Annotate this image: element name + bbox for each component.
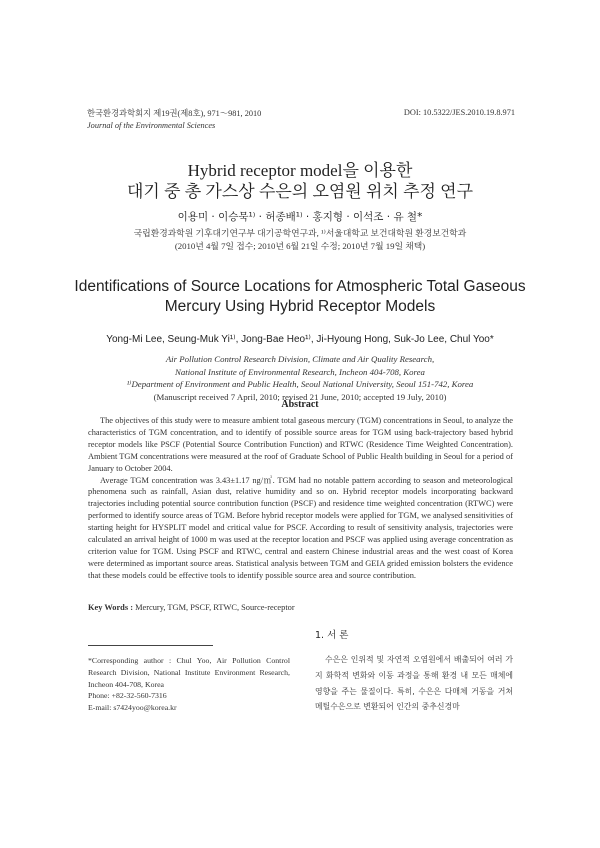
english-affiliation bbox=[0, 353, 600, 403]
korean-affiliation bbox=[0, 227, 600, 252]
korean-dates: (2010년 4월 7일 접수; 2010년 6월 21일 수정; 2010년 7월 19일 채택) bbox=[174, 240, 426, 251]
korean-title-line1: Hybrid receptor model을 이용한 bbox=[187, 161, 413, 180]
doi: DOI: 10.5322/JES.2010.19.8.971 bbox=[403, 108, 515, 117]
corresponding-author-footnote bbox=[88, 655, 290, 714]
abstract-paragraph-1: The objectives of this study were to measure ambient total gaseous mercury (TGM) concentrations in Seoul, to analyze the characteristics of TGM concentration, and to identify of possible source areas for TGM using back-trajectory based hybrid receptor models like PSCF (Potential Source Contribution Function) and RTWC (Residence Time Weighted Concentration). Ambient TGM concentrations were measured at the roof of Graduate School of Public Health building in Seoul for a period of January to October 2004. bbox=[88, 416, 513, 473]
footnote-author: *Corresponding author : Chul Yoo, Air Pollution Control Research Division, National Institute Environment Research, Incheon 404-708, Korea bbox=[88, 656, 290, 689]
keywords-label: Key Words : bbox=[88, 603, 133, 612]
section-heading: 1. 서 론 bbox=[315, 630, 349, 641]
english-title bbox=[0, 277, 600, 317]
manuscript-dates: (Manuscript received 7 April, 2010; revised 21 June, 2010; accepted 19 July, 2010) bbox=[153, 391, 447, 402]
abstract-paragraph-2: Average TGM concentration was 3.43±1.17 ng/㎥. TGM had no notable pattern according to season and meteorological phenomena such as rainfall, Asian dust, relative humidity and so on. Hybrid receptor models incorporating backward trajectories including potential source contribution function (PSCF) and residence time weighted concentration (RTWC) were performed to identify source areas of TGM. Before hybrid receptor models were applied for TGM, we analysed sensitivities of starting height for HYSPLIT model and critical value for PSCF. According to result of sensitivity analysis, trajectories were calculated an arrival height of 1000 m was used at the receptor location and PSCF was applied using average concentration as criterion value for TGM. Using PSCF and RTWC, central and eastern Chinese industrial areas and the west coast of Korea were determined as important source areas. Statistical analysis between TGM and GEIA grided emission bolsters the evidence that these models could be effective tools to identify possible source area and source contribution. bbox=[88, 475, 513, 580]
journal-name: Journal of the Environmental Sciences bbox=[87, 120, 216, 130]
korean-authors: 이용미 · 이승묵¹⁾ · 허종배¹⁾ · 홍지형 · 이석조 · 유 철* bbox=[177, 211, 423, 223]
english-title-line1: Identifications of Source Locations for Atmospheric Total Gaseous bbox=[74, 278, 526, 295]
abstract-body bbox=[88, 415, 513, 582]
citation: 한국환경과학회지 제19권(제8호), 971～981, 2010 bbox=[87, 109, 262, 118]
korean-title bbox=[0, 160, 600, 202]
keywords-text: Mercury, TGM, PSCF, RTWC, Source-receptor bbox=[132, 603, 295, 612]
english-title-line2: Mercury Using Hybrid Receptor Models bbox=[164, 298, 436, 315]
affiliation-line2: National Institute of Environmental Research, Incheon 404-708, Korea bbox=[175, 366, 425, 377]
footnote-divider bbox=[88, 645, 213, 646]
affiliation-line3: ¹⁾Department of Environment and Public Health, Seoul National University, Seoul 151-742, Korea bbox=[126, 379, 474, 390]
footnote-phone: Phone: +82-32-560-7316 bbox=[88, 691, 167, 701]
journal-header bbox=[87, 108, 261, 131]
section-body-text: 수은은 인위적 및 자연적 오염원에서 배출되어 여러 가지 화학적 변화와 이동 과정을 통해 환경 내 모든 매체에 영향을 주는 물질이다. 특히, 수은은 다매체 거동을 거쳐 메틸수은으로 변환되어 인간의 중추신경마 bbox=[315, 655, 513, 712]
footnote-email: E-mail: s7424yoo@korea.kr bbox=[88, 703, 177, 713]
korean-affiliation-line: 국립환경과학원 기후대기연구부 대기공학연구과, ¹⁾서울대학교 보건대학원 환경보건학과 bbox=[133, 228, 467, 238]
korean-title-line2: 대기 중 총 가스상 수은의 오염원 위치 추정 연구 bbox=[126, 182, 474, 201]
keywords bbox=[88, 603, 295, 612]
abstract-heading: Abstract bbox=[281, 399, 319, 410]
english-authors: Yong-Mi Lee, Seung-Muk Yi¹⁾, Jong-Bae Heo¹⁾, Ji-Hyoung Hong, Suk-Jo Lee, Chul Yoo* bbox=[106, 334, 494, 345]
affiliation-line1: Air Pollution Control Research Division, Climate and Air Quality Research, bbox=[165, 354, 435, 364]
